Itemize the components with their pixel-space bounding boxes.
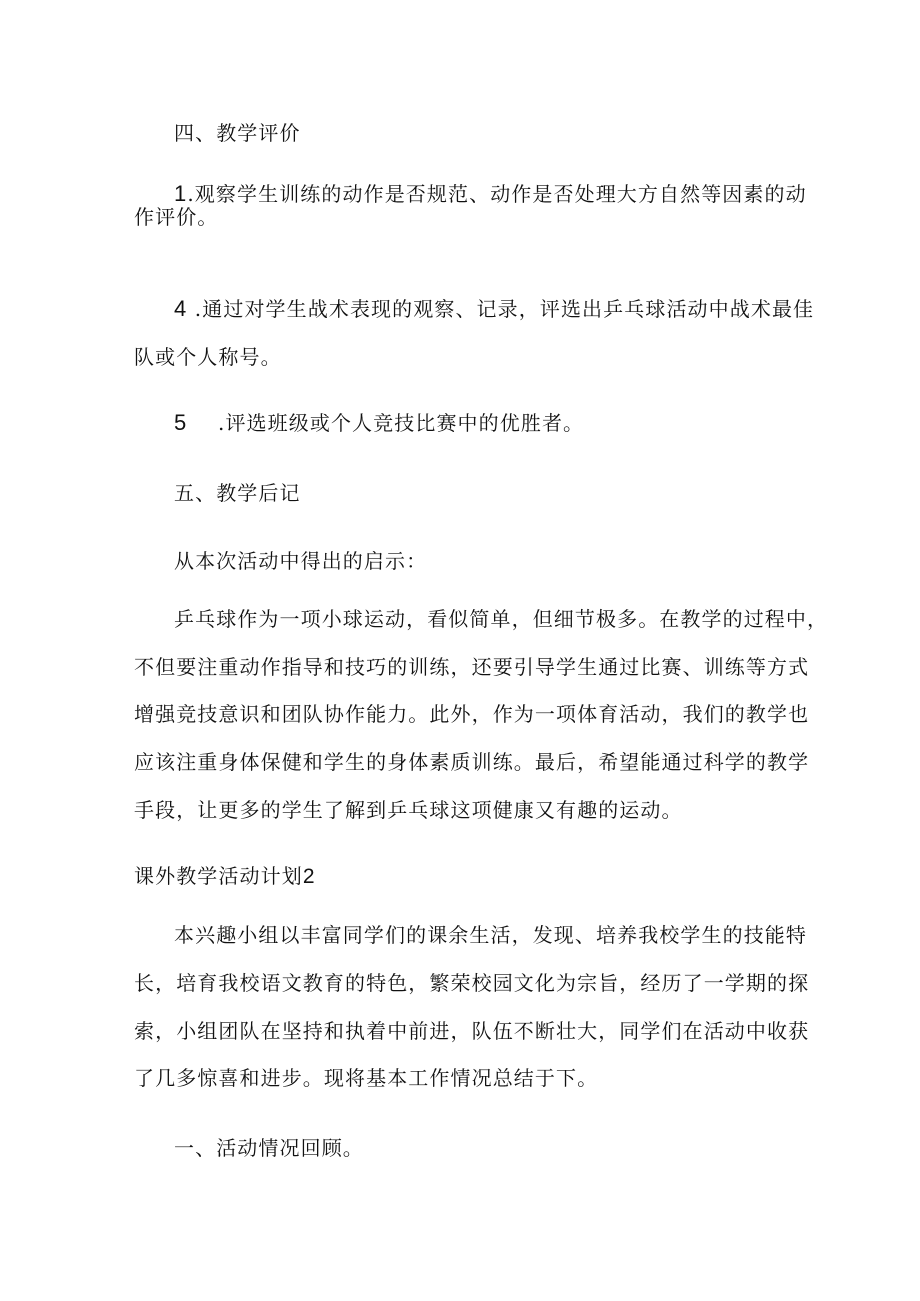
evaluation-item-4-line-1 xyxy=(174,294,814,324)
reflection-line: 乒乓球作为一项小球运动，看似简单，但细节极多。在教学的过程中， xyxy=(174,607,829,631)
reflection-line: 增强竞技意识和团队协作能力。此外，作为一项体育活动，我们的教学也 xyxy=(134,702,810,726)
reflection-line: 应该注重身体保健和学生的身体素质训练。最后，希望能通过科学的教学 xyxy=(134,750,810,774)
section-title-text: 课外教学活动计划 xyxy=(134,864,303,888)
intro-line: 索，小组团队在坚持和执着中前进，队伍不断壮大，同学们在活动中收获 xyxy=(134,1019,810,1043)
insight-intro: 从本次活动中得出的启示： xyxy=(174,549,428,573)
intro-line: 了几多惊喜和进步。现将基本工作情况总结于下。 xyxy=(134,1066,599,1090)
evaluation-item-5 xyxy=(174,408,584,438)
intro-line: 长，培育我校语文教育的特色，繁荣校园文化为宗旨，经历了一学期的探 xyxy=(134,971,810,995)
evaluation-item-4-line-2: 队或个人称号。 xyxy=(134,345,282,369)
section-title-number: 2 xyxy=(302,865,316,888)
reflection-line: 手段，让更多的学生了解到乒乓球这项健康又有趣的运动。 xyxy=(134,798,683,822)
item-number: 1 xyxy=(174,181,188,206)
section-heading-teaching-notes: 五、教学后记 xyxy=(174,481,301,505)
section-heading-teaching-evaluation: 四、教学评价 xyxy=(174,121,301,145)
reflection-line: 不但要注重动作指导和技巧的训练，还要引导学生通过比赛、训练等方式 xyxy=(134,655,810,679)
item-number: 5 xyxy=(174,410,188,435)
item-text: .评选班级或个人竞技比赛中的优胜者。 xyxy=(218,411,585,435)
evaluation-item-1-line-2: 作评价。 xyxy=(134,205,219,229)
item-text: .观察学生训练的动作是否规范、动作是否处理大方自然等因素的动 xyxy=(187,182,807,206)
evaluation-item-1-line-1 xyxy=(174,179,807,209)
item-number: 4 xyxy=(174,296,188,321)
section-title xyxy=(134,861,316,892)
intro-line: 本兴趣小组以丰富同学们的课余生活，发现、培养我校学生的技能特 xyxy=(174,923,807,947)
item-text: .通过对学生战术表现的观察、记录，评选出乒乓球活动中战术最佳 xyxy=(187,297,815,321)
section-heading-activity-review: 一、活动情况回顾。 xyxy=(174,1136,364,1160)
